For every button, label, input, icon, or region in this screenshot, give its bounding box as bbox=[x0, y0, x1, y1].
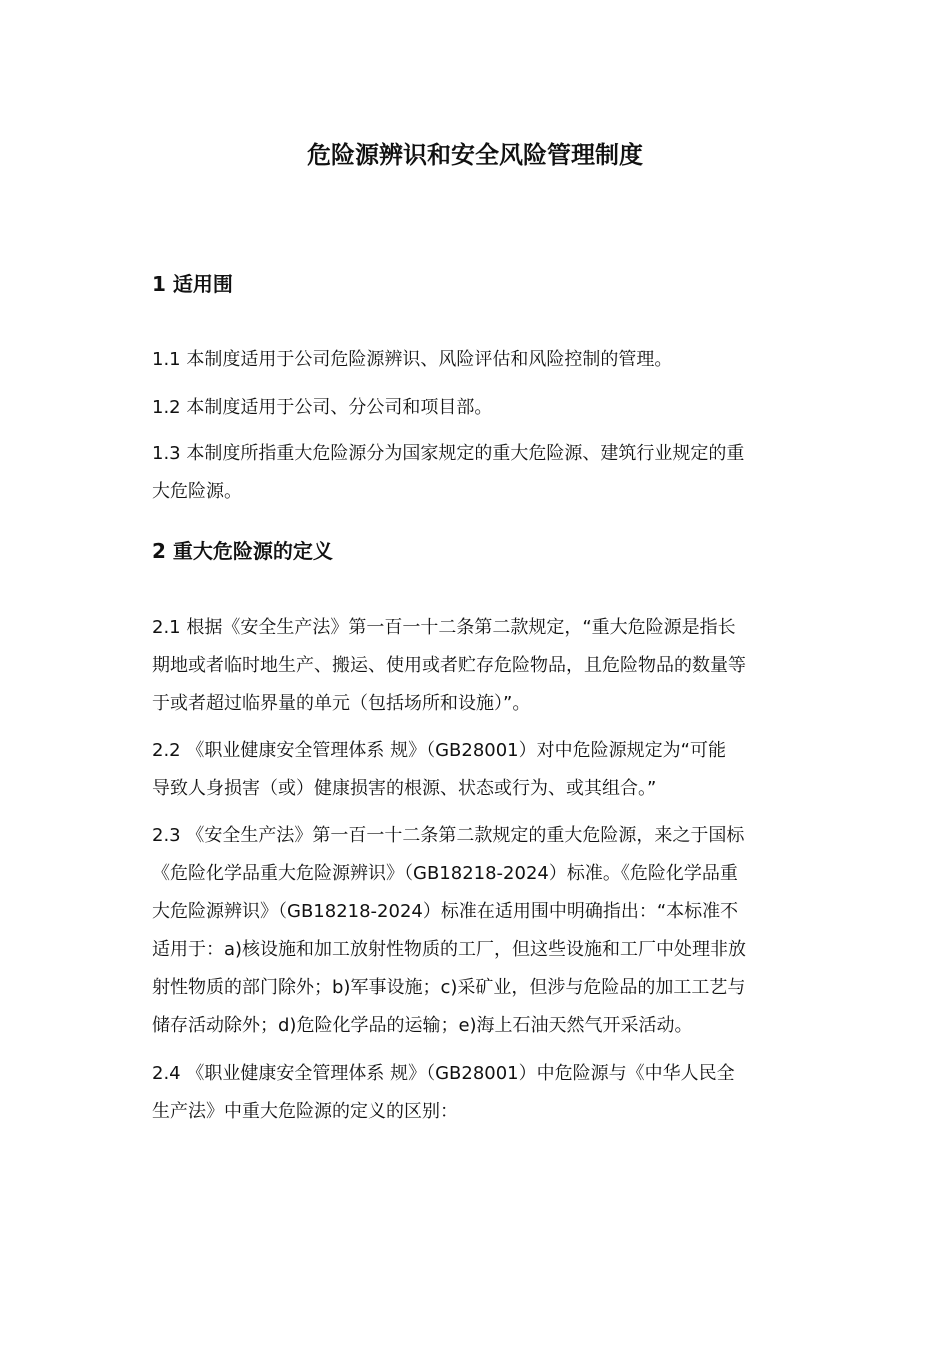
paragraph-2-2-line: 导致人身损害（或）健康损害的根源、状态或行为、或其组合。” bbox=[152, 778, 657, 799]
paragraph-2-3-line: 大危险源辨识》（GB18218-2024）标准在适用围中明确指出：“本标准不 bbox=[152, 901, 739, 922]
paragraph-2-4-line: 2.4 《职业健康安全管理体系 规》（GB28001）中危险源与《中华人民全 bbox=[152, 1063, 735, 1084]
paragraph-1-3-line: 大危险源。 bbox=[152, 481, 242, 502]
paragraph-2-1 bbox=[152, 609, 802, 723]
paragraph-2-2-line: 2.2 《职业健康安全管理体系 规》（GB28001）对中危险源规定为“可能 bbox=[152, 740, 726, 761]
paragraph-2-3-line: 《危险化学品重大危险源辨识》（GB18218-2024）标准。《危险化学品重 bbox=[152, 863, 738, 884]
paragraph-2-3 bbox=[152, 817, 802, 1045]
paragraph-2-4-line: 生产法》中重大危险源的定义的区别： bbox=[152, 1101, 458, 1122]
paragraph-2-1-line: 2.1 根据《安全生产法》第一百一十二条第二款规定，“重大危险源是指长 bbox=[152, 617, 736, 638]
paragraph-1-3-line: 1.3 本制度所指重大危险源分为国家规定的重大危险源、建筑行业规定的重 bbox=[152, 443, 745, 464]
document-title: 危险源辨识和安全风险管理制度 bbox=[307, 141, 643, 169]
paragraph-1-1 bbox=[152, 341, 802, 379]
paragraph-2-1-line: 期地或者临时地生产、搬运、使用或者贮存危险物品，且危险物品的数量等 bbox=[152, 655, 746, 676]
paragraph-1-3 bbox=[152, 435, 802, 511]
section-2-heading: 2 重大危险源的定义 bbox=[152, 539, 333, 563]
paragraph-1-2 bbox=[152, 389, 802, 427]
paragraph-2-3-line: 射性物质的部门除外；b)军事设施；c)采矿业，但涉与危险品的加工工艺与 bbox=[152, 977, 746, 998]
paragraph-1-2-line: 1.2 本制度适用于公司、分公司和项目部。 bbox=[152, 397, 493, 418]
paragraph-2-4 bbox=[152, 1055, 802, 1131]
paragraph-1-1-line: 1.1 本制度适用于公司危险源辨识、风险评估和风险控制的管理。 bbox=[152, 349, 673, 370]
paragraph-2-3-line: 储存活动除外；d)危险化学品的运输；e)海上石油天然气开采活动。 bbox=[152, 1015, 693, 1036]
paragraph-2-2 bbox=[152, 732, 802, 808]
section-1-heading: 1 适用围 bbox=[152, 272, 233, 296]
paragraph-2-1-line: 于或者超过临界量的单元（包括场所和设施）”。 bbox=[152, 693, 531, 714]
paragraph-2-3-line: 适用于：a)核设施和加工放射性物质的工厂，但这些设施和工厂中处理非放 bbox=[152, 939, 747, 960]
paragraph-2-3-line: 2.3 《安全生产法》第一百一十二条第二款规定的重大危险源，来之于国标 bbox=[152, 825, 745, 846]
